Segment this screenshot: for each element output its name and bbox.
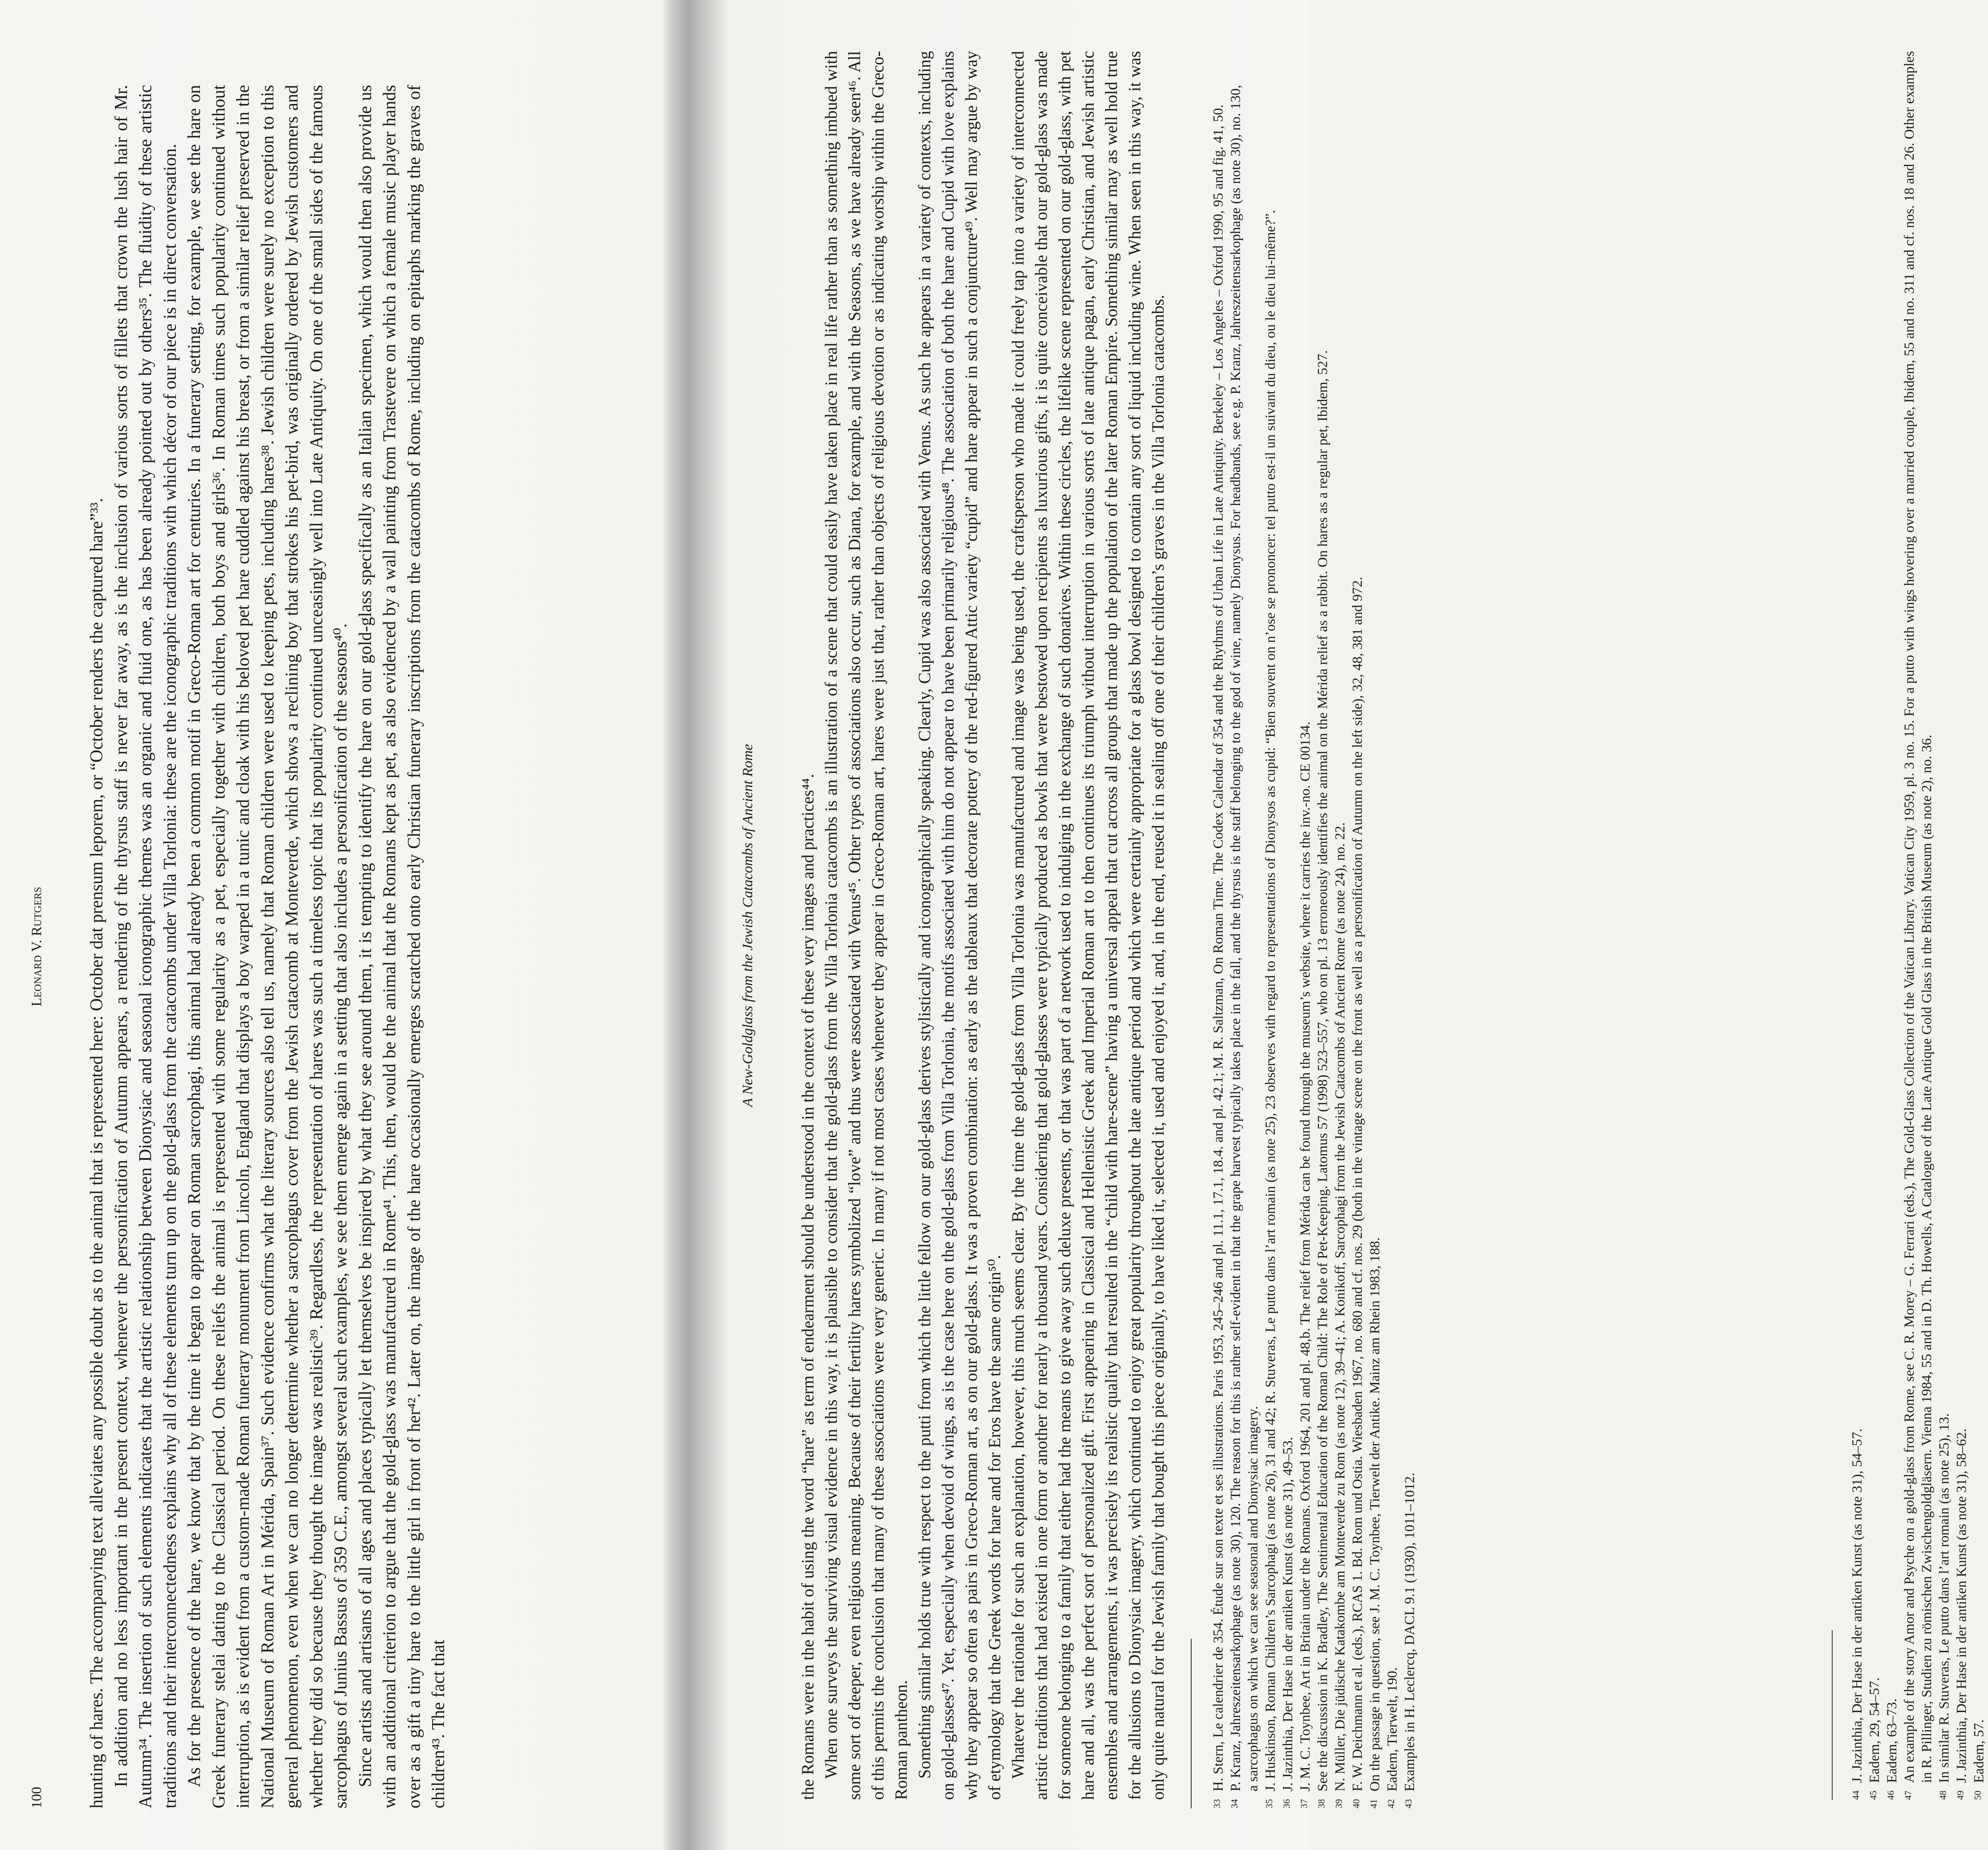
right-body-text	[796, 51, 1170, 1800]
footnote: 36 J. Jazinthia, Der Hase in der antiken Kunst (as note 31), 49–53.	[1280, 1437, 1296, 1808]
footnote: 49 J. Jazinthia, Der Hase in der antiken Kunst (as note 31), 58–62.	[1954, 1428, 1969, 1800]
paragraph: the Romans were in the habit of using the word “hare” as term of endearment should be understood in the context of these very images and practices⁴⁴.	[798, 773, 817, 1800]
right-footnotes	[1849, 51, 1988, 1800]
running-head-author: Leonard V. Rutgers	[29, 887, 45, 1007]
paragraph: Whatever the rationale for such an explanation, however, this much seems clear. By the time the gold-glass from Villa Torlonia was manufactured and image was being used, the craftsperson who made it could freely tap into a variety of interconnected artistic traditions that had existed in one form or another for nearly a thousand years. Considering that gold-glasses were typically produced as bowls that were bestowed upon recipients as luxurious gifts, it is quite conceivable that our gold-glass was made for someone belonging to a family that either had the means to give away such deluxe presents, or that was part of a network used to indulging in the exchange of such donatives. Within these circles, the lifelike scene represented on our gold-glass, with pet hare and all, was the perfect sort of personalized gift. First appearing in Classical and Hellenistic Greek and Imperial Roman art to then continues its triumph without interruption in various sorts of late antique pagan, early Christian, and Jewish artistic ensembles and arrangements, it was precisely its realistic quality that resulted in the “child with hare-scene” having a universal appeal that cut across all groups that made up the population of the later Roman Empire. Something similar may as well hold true for the allusions to Dionysiac imagery, which continued to enjoy great popularity throughout the late antique period and which were certainly appropriate for a glass bowl designed to contain any sort of liquid including wine. When seen in this way, it was only quite natural for the Jewish family that bought this piece originally, to have liked it, selected it, used and enjoyed it, and, in the end, reused it in sealing off one of their children’s graves in the Villa Torlonia catacombs.	[1008, 51, 1167, 1800]
left-running-head	[29, 85, 54, 1808]
footnote-rule	[1832, 1630, 1833, 1800]
right-running-head	[740, 51, 765, 1800]
footnote: 46 Eadem, 63–73.	[1884, 1698, 1900, 1800]
footnote: 44 J. Jazinthia, Der Hase in der antiken Kunst (as note 31), 54–57.	[1850, 1428, 1865, 1800]
footnote: 35 J. Huskinson, Roman Children’s Sarcophagi (as note 26), 31 and 42; R. Stuveras, Le putto dans l’art romain (as note 25), 23 observes with regard to representations of Dionysos as cupid: “Bien souvent on n’ose se prononcer: tel putto est-il un suivant du dieu, ou le dieu lui-même?”.	[1263, 210, 1278, 1808]
page-number: 100	[29, 1787, 45, 1808]
paragraph: In addition and no less important in the present context, whenever the personification of Autumn appears, a rendering of the thyrsus staff is never far away, as is the inclusion of various sorts of fillets that crown the lush hair of Mr. Autumn³⁴. The insertion of such elements indicates that the artistic relationship between Dionysiac and seasonal iconographic themes was an organic and fluid one, as has been already pointed out by others³⁵. The fluidity of these artistic traditions and their interconnectedness explains why all of these elements turn up on the gold-glass from the catacombs under Villa Torlonia: these are the iconographic traditions with which décor of our piece is in direct conversation.	[111, 85, 180, 1808]
footnote: 34 P. Kranz, Jahreszeitensarkophage (as note 30), 120. The reason for this is rather self-evident in that the grape harvest typically takes place in the fall, and the thyrsus is the staff belonging to the god of wine, namely Dionysus. For headbands, see e.g. P. Kranz, Jahreszeitensarkophage (as note 30), no. 130, a sarcophagus on which we can see seasonal and Dionysiac imagery.	[1228, 85, 1261, 1808]
footnote: 37 J. M. C. Toynbee, Art in Britain under the Romans. Oxford 1964, 201 and pl. 48,b. The relief from Mérida can be found through the museum’s website, where it carries the inv.-no. CE 00134.	[1298, 721, 1313, 1808]
footnote: 41 On the passage in question, see J. M. C. Toynbee, Tierwelt der Antike. Mainz am Rhein 1983, 188.	[1367, 1237, 1383, 1808]
running-head-title: A New-Goldglass from the Jewish Catacombs of Ancient Rome	[740, 744, 756, 1107]
left-body-text	[85, 85, 451, 1808]
footnote: 42 Eadem, Tierwelt, 190.	[1385, 1667, 1400, 1808]
paragraph: As for the presence of the hare, we know that by the time it began to appear on Roman sarcophagi, this animal had already been a common motif in Greco-Roman art for centuries. In a funerary setting, for example, we see the hare on Greek funerary stelai dating to the Classical period. On these reliefs the animal is represented with some regularity as a pet, especially together with children, both boys and girls³⁶. In Roman times such popularity continued without interruption, as is evident from a custom-made Roman funerary monument from Lincoln, England that displays a boy warped in a tunic and cloak with his beloved pet hare cuddled against his breast, or from a similar relief preserved in the National Museum of Roman Art in Mérida, Spain³⁷. Such evidence confirms what the literary sources also tell us, namely that Roman children were used to keeping pets, including hares³⁸. Jewish children were surely no exception to this general phenomenon, even when we can no longer determine whether a sarcophagus cover from the Jewish catacomb at Monteverde, which shows a reclining boy that strokes his pet-bird, was originally ordered by Jewish customers and whether they did so because they thought the image was realistic³⁹. Regardless, the representation of hares was such a timeless topic that its popularity continued unceasingly well into Late Antiquity. On one of the small sides of the famous sarcophagus of Junius Bassus of 359 C.E., amongst several such examples, we see them emerge again in a setting that also includes a personification of the seasons⁴⁰.	[185, 85, 351, 1808]
footnote: 38 See the discussion in K. Bradley, The Sentimental Education of the Roman Child: The Role of Pet-Keeping. Latomus 57 (1998) 523–557, who on pl. 13 erroneously identifies the animal on the Mérida relief as a rabbit. On hares as a regular pet, Ibidem, 527.	[1315, 350, 1330, 1808]
footnote: 45 Eadem, 29, 54–57.	[1867, 1677, 1882, 1800]
footnote: 48 In similar R. Stuveras, Le putto dans l’art romain (as note 25), 13.	[1937, 1413, 1952, 1800]
footnote: 47 An example of the story Amor and Psyche on a gold-glass from Rome, see C. R. Morey – G. Ferrari (eds.), The Gold-Glass Collection of the Vatican Library. Vatican City 1959, pl. 3 no. 15. For a putto with wings hovering over a married couple, Ibidem, 55 and no. 311 and cf. nos. 18 and 26. Other examples in R. Pillinger, Studien zu römischen Zwischengoldgläsern. Vienna 1984, 55 and in D. Th. Howells, A Catalogue of the Late Antique Gold Glass in the British Museum (as note 2), no. 36.	[1902, 51, 1935, 1800]
paragraph: hunting of hares. The accompanying text alleviates any possible doubt as to the animal that is represented here: October dat prensum leporem, or “October renders the captured hare”³³.	[87, 498, 107, 1808]
footnote: 40 F. W. Deichmann et al. (eds.), RCAS 1. Bd. Rom und Ostia. Wiesbaden 1967, no. 680 and cf. nos. 29 (both in the vintage scene on the front as well as a personification of Autumn on the left side), 32, 48, 381 and 972.	[1350, 576, 1365, 1808]
paragraph: Since artists and artisans of all ages and places typically let themselves be inspired by what they see around them, it is tempting to identify the hare on our gold-glass specifically as an Italian specimen, which would then also provide us with an additional criterion to argue that the gold-glass was manufactured in Rome⁴¹. This, then, would be the animal that the Romans kept as pet, as also evidenced by a wall painting from Trastevere on which a female music player hands over as a gift a tiny hare to the little girl in front of her⁴². Later on, the image of the hare occasionally emerges scratched onto early Christian funerary inscriptions from the catacombs of Rome, including on epitaphs marking the graves of children⁴³. The fact that	[355, 85, 448, 1808]
footnote: 43 Examples in H. Leclercq, DACL 9.1 (1930), 1011–1012.	[1402, 1473, 1417, 1808]
paragraph: When one surveys the surviving visual evidence in this way, it is plausible to consider that the gold-glass from the Villa Torlonia catacombs is an illustration of a scene that could easily have taken place in real life rather than as something imbued with some sort of deeper, even religious meaning. Because of their fertility hares symbolized “love” and thus were associated with Venus⁴⁵. Other types of associations also occur, such as Diana, for example, and with the Seasons, as we have already seen⁴⁶. All of this permits the conclusion that many of these associations were very generic. In many if not most cases whenever they appear in Greco-Roman art, hares were just that, rather than objects of religious devotion or as indicating worship within the Greco-Roman pantheon.	[821, 51, 911, 1800]
paragraph: Something similar holds true with respect to the putti from which the little fellow on our gold-glass derives stylistically and iconographically speaking. Clearly, Cupid was also associated with Venus. As such he appears in a variety of contexts, including on gold-glasses⁴⁷. Yet, especially when devoid of wings, as is the case here on the gold-glass from Villa Torlonia, the motifs associated with him do not appear to have been primarily religious⁴⁸. The association of both the hare and Cupid with love explains why they appear so often as pairs in Greco-Roman art, as on our gold-glass. It was a proven combination: as early as the tableaux that decorate pottery of the red-figured Attic variety “cupid” and hare appear in such a conjuncture⁴⁹. Well may argue by way of etymology that the Greek words for hare and for Eros have the same origin⁵⁰.	[915, 51, 1004, 1800]
footnote: 50 Eadem, 57.	[1971, 1719, 1987, 1800]
footnote: 39 N. Müller, Die jüdische Katakombe am Monteverde zu Rom (as note 12), 39–41; A. Konikoff, Sarcophagi from the Jewish Catacombs of Ancient Rome (as note 24), no. 22.	[1333, 822, 1348, 1808]
footnote: 33 H. Stern, Le calendrier de 354. Étude sur son texte et ses illustrations. Paris 1953, 245–246 and pl. 11.1, 17.1, 18.4. and pl. 42.1; M. R. Saltzman, On Roman Time. The Codex Calendar of 354 and the Rhythms of Urban Life in Late Antiquity. Berkeley – Los Angeles – Oxford 1990, 95 and fig. 41, 50.	[1211, 104, 1226, 1808]
